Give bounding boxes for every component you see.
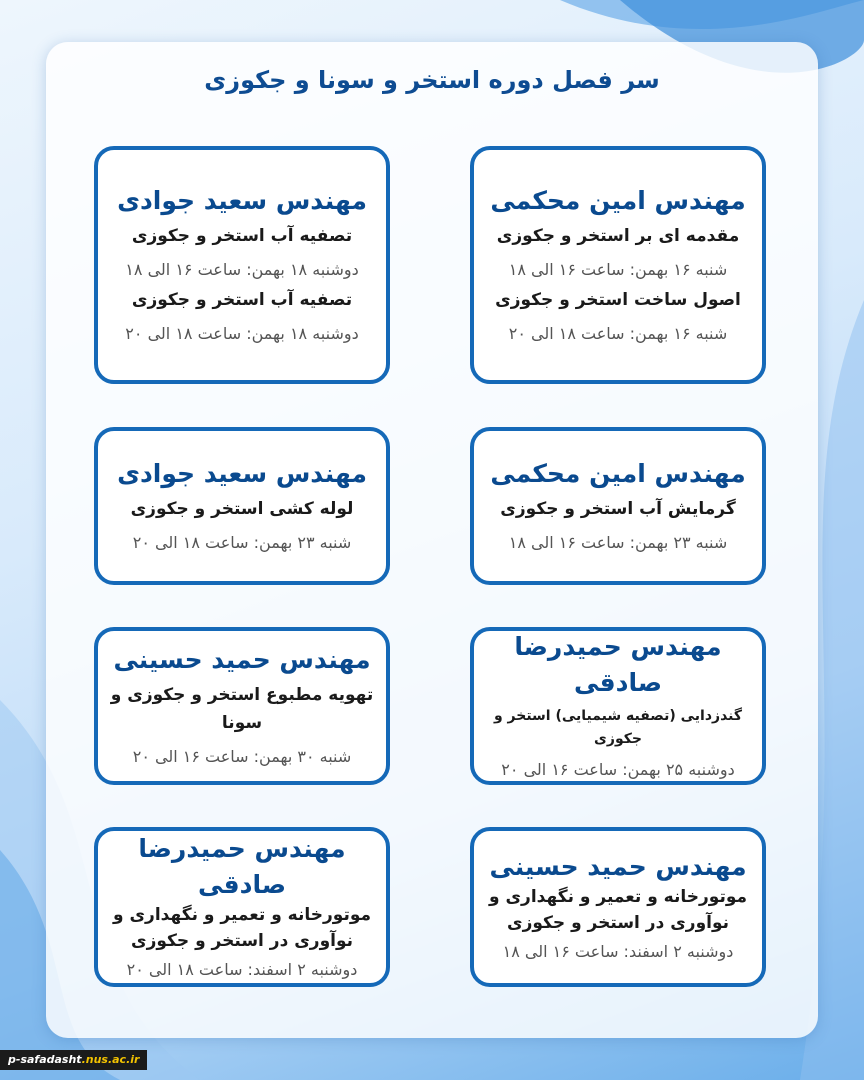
course-time: شنبه ۳۰ بهمن: ساعت ۱۶ الی ۲۰ (132, 746, 352, 766)
course-card-7 (470, 827, 766, 987)
website-badge[interactable] (0, 1050, 147, 1070)
course-time: دوشنبه ۲ اسفند: ساعت ۱۸ الی ۲۰ (126, 960, 358, 980)
course-card-4 (94, 427, 390, 585)
course-card-2 (94, 146, 390, 384)
website-badge-prefix: p-safadasht (8, 1053, 82, 1066)
course-topic: موتورخانه و تعمیر و نگهداری و نوآوری در استخر و جکوزی (112, 905, 372, 951)
page-title: سر فصل دوره استخر و سونا و جکوزی (204, 66, 660, 94)
course-card-8 (94, 827, 390, 987)
course-topic: گرمایش آب استخر و جکوزی (500, 498, 736, 519)
instructor-name: مهندس سعید جوادی (117, 185, 367, 215)
instructor-name: مهندس حمیدرضا صادقی (138, 833, 346, 899)
course-card-6 (94, 627, 390, 785)
instructor-name: مهندس امین محکمی (490, 458, 746, 488)
instructor-name: مهندس حمیدرضا صادقی (514, 631, 722, 698)
course-time: شنبه ۱۶ بهمن: ساعت ۱۶ الی ۱۸ (508, 259, 728, 279)
course-time: شنبه ۲۳ بهمن: ساعت ۱۶ الی ۱۸ (508, 533, 728, 553)
course-time: شنبه ۲۳ بهمن: ساعت ۱۸ الی ۲۰ (132, 533, 352, 553)
course-topic: تهویه مطبوع استخر و جکوزی و سونا (110, 685, 374, 733)
course-topic: تصفیه آب استخر و جکوزی (131, 225, 353, 246)
course-time: دوشنبه ۲ اسفند: ساعت ۱۶ الی ۱۸ (502, 942, 734, 962)
course-time: دوشنبه ۱۸ بهمن: ساعت ۱۶ الی ۱۸ (125, 259, 359, 279)
instructor-name: مهندس امین محکمی (490, 185, 746, 215)
course-topic: لوله کشی استخر و جکوزی (130, 498, 354, 519)
course-card-5 (470, 627, 766, 785)
course-topic: مقدمه ای بر استخر و جکوزی (496, 225, 740, 246)
course-topic: موتورخانه و تعمیر و نگهداری و نوآوری در استخر و جکوزی (488, 887, 748, 933)
course-time: شنبه ۱۶ بهمن: ساعت ۱۸ الی ۲۰ (508, 324, 728, 344)
course-topic: تصفیه آب استخر و جکوزی (131, 290, 353, 311)
instructor-name: مهندس سعید جوادی (117, 458, 367, 488)
course-card-3 (470, 427, 766, 585)
course-topic: اصول ساخت استخر و جکوزی (495, 290, 741, 311)
course-time: دوشنبه ۲۵ بهمن: ساعت ۱۶ الی ۲۰ (501, 760, 735, 780)
website-badge-suffix: .nus.ac.ir (81, 1053, 140, 1066)
course-card-1 (470, 146, 766, 384)
course-time: دوشنبه ۱۸ بهمن: ساعت ۱۸ الی ۲۰ (125, 324, 359, 344)
instructor-name: مهندس حمید حسینی (489, 851, 747, 881)
instructor-name: مهندس حمید حسینی (113, 645, 371, 675)
course-topic: گندزدایی (تصفیه شیمیایی) استخر و جکوزی (493, 708, 743, 747)
